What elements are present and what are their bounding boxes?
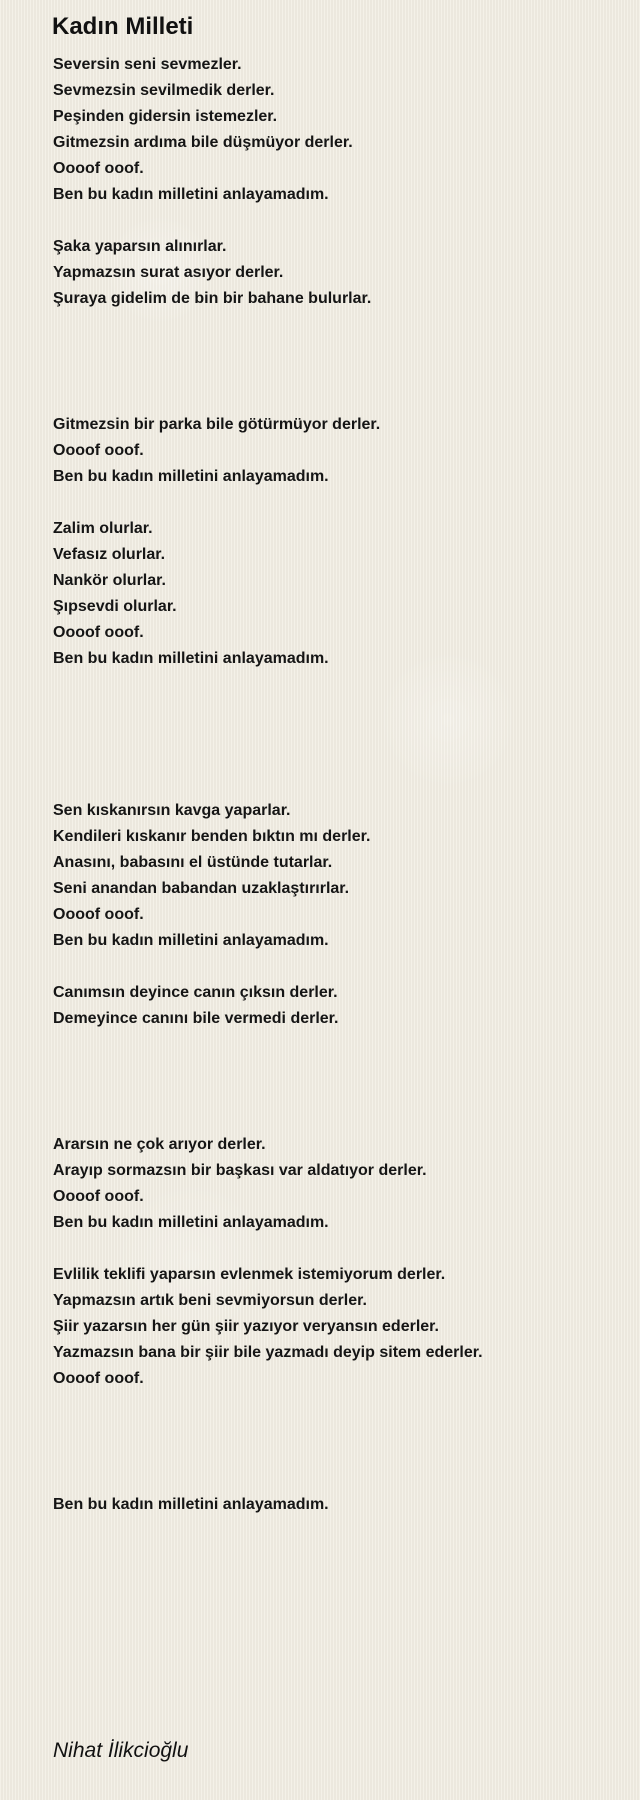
stanza-spacer — [53, 1236, 613, 1262]
stanza-7 — [53, 1132, 613, 1236]
stanza-spacer — [53, 1392, 613, 1492]
poem-line: Sen kıskanırsın kavga yaparlar. — [53, 802, 291, 819]
stanza-spacer — [53, 1032, 613, 1132]
poem-line: Ben bu kadın milletini anlayamadım. — [53, 932, 329, 949]
stanza-5 — [53, 798, 613, 954]
stanza-spacer — [53, 954, 613, 980]
stanza-2 — [53, 234, 613, 312]
poem-body — [53, 52, 613, 1518]
poem-line: Oooof ooof. — [53, 1370, 144, 1387]
poem-line: Peşinden gidersin istemezler. — [53, 108, 278, 125]
poem-line: Ararsın ne çok arıyor derler. — [53, 1136, 266, 1153]
poem-line: Oooof ooof. — [53, 906, 144, 923]
poem-line: Oooof ooof. — [53, 1188, 144, 1205]
poem-line: Ben bu kadın milletini anlayamadım. — [53, 186, 329, 203]
stanza-spacer — [53, 490, 613, 516]
poem-line: Oooof ooof. — [53, 160, 144, 177]
poem-line: Oooof ooof. — [53, 624, 144, 641]
poem-line: Oooof ooof. — [53, 442, 144, 459]
stanza-3 — [53, 412, 613, 490]
poem-title: Kadın Milleti — [52, 13, 194, 40]
poem-line: Ben bu kadın milletini anlayamadım. — [53, 468, 329, 485]
poem-line: Zalim olurlar. — [53, 520, 153, 537]
poem-line: Ben bu kadın milletini anlayamadım. — [53, 650, 329, 667]
poem-line: Ben bu kadın milletini anlayamadım. — [53, 1496, 329, 1513]
poem-line: Vefasız olurlar. — [53, 546, 166, 563]
poem-line: Şıpsevdi olurlar. — [53, 598, 177, 615]
poem-line: Kendileri kıskanır benden bıktın mı derler. — [53, 828, 371, 845]
stanza-spacer — [53, 672, 613, 798]
poem-line: Sevmezsin sevilmedik derler. — [53, 82, 275, 99]
stanza-spacer — [53, 312, 613, 412]
author-name: Nihat İlikcioğlu — [53, 1739, 189, 1762]
poem-line: Seni anandan babandan uzaklaştırırlar. — [53, 880, 350, 897]
poem-line: Arayıp sormazsın bir başkası var aldatıyor derler. — [53, 1162, 427, 1179]
stanza-spacer — [53, 208, 613, 234]
stanza-4 — [53, 516, 613, 672]
poem-line: Gitmezsin bir parka bile götürmüyor derler. — [53, 416, 381, 433]
poem-line: Şuraya gidelim de bin bir bahane bulurlar. — [53, 290, 372, 307]
poem-line: Anasını, babasını el üstünde tutarlar. — [53, 854, 333, 871]
poem-line: Evlilik teklifi yaparsın evlenmek istemiyorum derler. — [53, 1266, 446, 1283]
poem-line: Seversin seni sevmezler. — [53, 56, 242, 73]
poem-line: Ben bu kadın milletini anlayamadım. — [53, 1214, 329, 1231]
stanza-6 — [53, 980, 613, 1032]
stanza-9 — [53, 1492, 613, 1518]
poem-line: Gitmezsin ardıma bile düşmüyor derler. — [53, 134, 353, 151]
poem-line: Yazmazsın bana bir şiir bile yazmadı deyip sitem ederler. — [53, 1344, 483, 1361]
poem-line: Yapmazsın surat asıyor derler. — [53, 264, 284, 281]
poem-line: Şiir yazarsın her gün şiir yazıyor veryansın ederler. — [53, 1318, 439, 1335]
poem-line: Nankör olurlar. — [53, 572, 166, 589]
poem-line: Şaka yaparsın alınırlar. — [53, 238, 227, 255]
poem-line: Canımsın deyince canın çıksın derler. — [53, 984, 338, 1001]
poem-line: Yapmazsın artık beni sevmiyorsun derler. — [53, 1292, 367, 1309]
stanza-8 — [53, 1262, 613, 1392]
stanza-1 — [53, 52, 613, 208]
poem-line: Demeyince canını bile vermedi derler. — [53, 1010, 339, 1027]
